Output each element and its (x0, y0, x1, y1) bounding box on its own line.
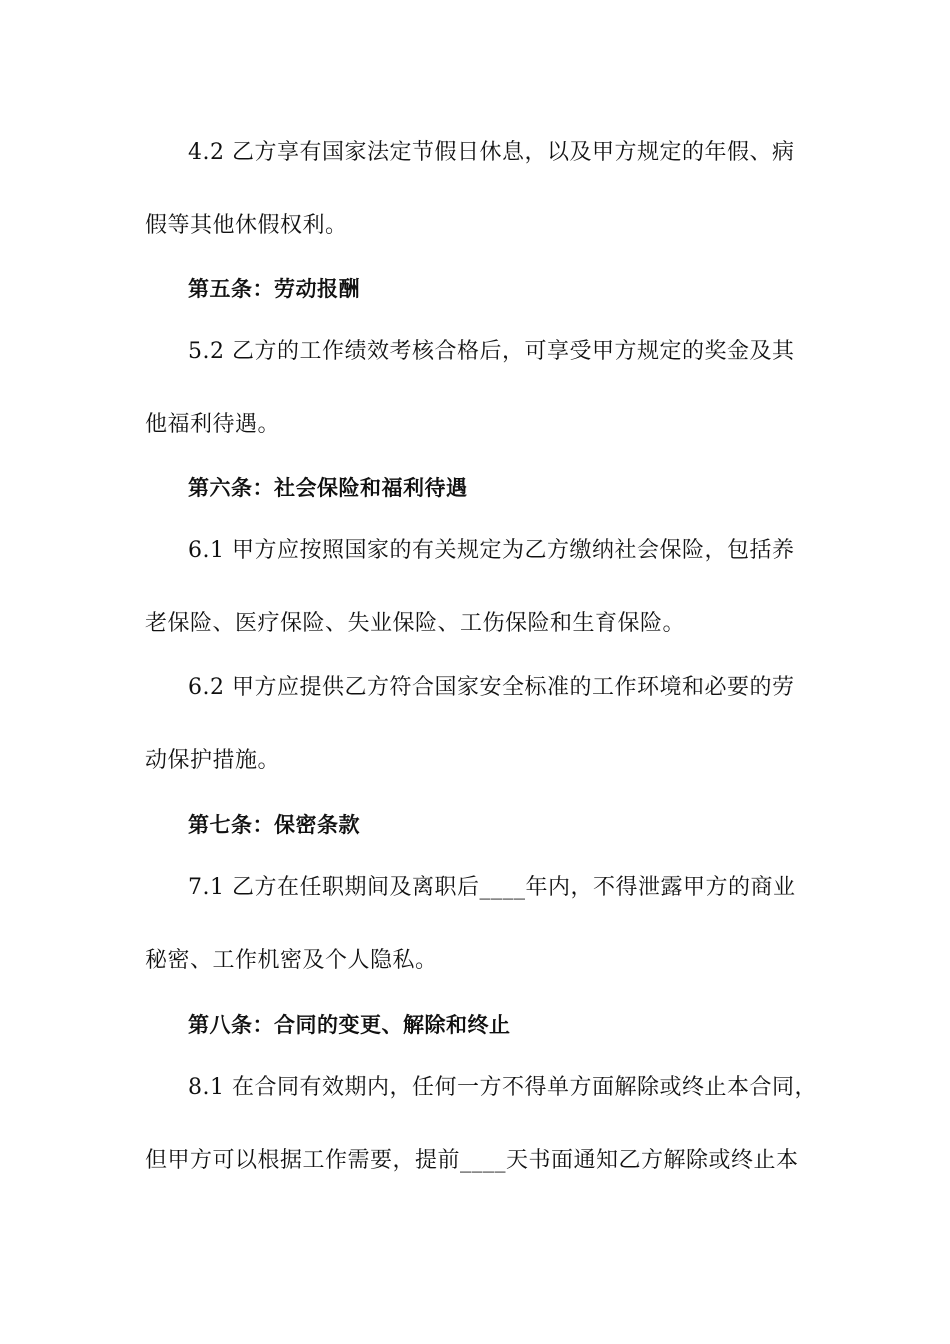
paragraph-5-2-line-2: 他福利待遇。 (145, 412, 281, 437)
paragraph-5-2-line-1: 5.2 乙方的工作绩效考核合格后，可享受甲方规定的奖金及其 (188, 339, 795, 364)
paragraph-7-1-line-2: 秘密、工作机密及个人隐私。 (145, 948, 438, 973)
section-heading-8: 第八条：合同的变更、解除和终止 (188, 1013, 511, 1037)
paragraph-6-1-line-1: 6.1 甲方应按照国家的有关规定为乙方缴纳社会保险，包括养 (188, 538, 795, 563)
paragraph-4-2-line-2: 假等其他休假权利。 (145, 213, 348, 238)
paragraph-8-1-line-2: 但甲方可以根据工作需要，提前____天书面通知乙方解除或终止本 (145, 1148, 799, 1173)
paragraph-7-1-line-1: 7.1 乙方在任职期间及离职后____年内，不得泄露甲方的商业 (188, 875, 796, 900)
paragraph-6-2-line-1: 6.2 甲方应提供乙方符合国家安全标准的工作环境和必要的劳 (188, 675, 795, 700)
paragraph-4-2-line-1: 4.2 乙方享有国家法定节假日休息，以及甲方规定的年假、病 (188, 140, 795, 165)
section-heading-6: 第六条：社会保险和福利待遇 (188, 476, 468, 500)
section-heading-7: 第七条：保密条款 (188, 813, 360, 837)
paragraph-6-2-line-2: 动保护措施。 (145, 748, 281, 773)
paragraph-6-1-line-2: 老保险、医疗保险、失业保险、工伤保险和生育保险。 (145, 611, 686, 636)
paragraph-8-1-line-1: 8.1 在合同有效期内，任何一方不得单方面解除或终止本合同， (188, 1075, 817, 1100)
section-heading-5: 第五条：劳动报酬 (188, 277, 360, 301)
